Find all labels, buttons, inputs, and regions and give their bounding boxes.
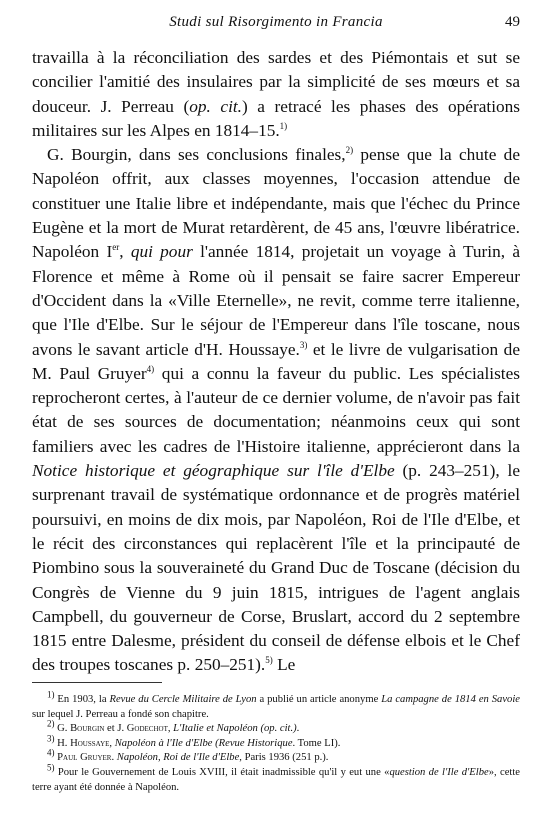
paragraph-2 [32,143,520,678]
footnote-number: 5) [47,762,55,773]
text-run: sur lequel J. Perreau a fondé son chapitre. [32,708,209,720]
author-name: Paul Gruyer [57,752,112,764]
footnote-2 [32,718,520,737]
text-run: et le livre de vulgarisation de M. Paul Gruyer [32,339,520,383]
footnote-ref-5: 5) [265,655,273,666]
author-name: H. Houssaye [57,737,110,749]
superscript-er: er [112,242,120,253]
text-run: En 1903, la [54,694,110,705]
footnote-ref-3: 3) [299,339,308,350]
running-header [32,14,520,34]
italic-run: Revue du Cercle Militaire de Lyon [109,694,257,705]
running-title: Studi sul Risorgimento in Francia [169,14,383,30]
italic-run: L'Italie et Napoléon (op. cit.) [173,723,297,735]
italic-run: La campagne de 1814 en Savoie [381,694,520,705]
footnote-number: 2) [47,718,55,729]
text-run: et J. [104,723,127,735]
footnote-5 [32,762,520,795]
text-run: G. Bourgin, dans ses conclusions finales, [47,145,346,165]
text-run: (p. 243–251), le surprenant travail de systématique ordonnance et de progrès matériel poursuivi, en moins de dix mois, par Napoléon, Roi de l'Ile d'Elbe, et le récit des circonstances qui replacèrent l'île et la principauté de Piombino sous la souveraineté du Grand Duc de Toscane (décision du Congrès de Vienne du 9 juin 1815, intrigues de l'agent anglais Campbell, du gouverneur de Corse, Bruslart, accord du 2 septembre 1815 entre Dalesme, président du conseil de défense elbois et le Chef des troupes toscanes p. 250–251). [32,461,520,675]
italic-run: Napoléon à l'Ile d'Elbe (Revue Historique [114,737,293,749]
text-run: . [296,723,300,735]
footnote-ref-4: 4) [146,364,155,375]
text-run: , [119,242,131,262]
author-name: G. Bourgin [57,723,105,735]
author-name: Godechot [126,723,168,735]
text-run: travailla à la réconciliation des sardes et des Piémontais et sut se concilier l'amitié des insulaires par la simplicité de ses mœurs et sa douceur. J. Perreau ( [32,48,520,116]
text-run: , [167,723,174,735]
footnotes [32,689,520,795]
text-run: ) a retracé les phases des opérations militaires sur les Alpes en 1814–15. [32,96,520,140]
main-text [32,46,520,678]
text-run: Le [272,655,296,675]
italic-run: question de l'Ile d'Elbe [389,766,489,778]
italic-run: op. cit. [189,96,242,116]
text-run: qui a connu la faveur du public. Les spécialistes reprocheront certes, à l'auteur de ce dernier volume, de n'avoir pas fait état de ses sources de documentation; néanmoins ceux qui sont familiers avec les cadres de l'Histoire italienne, apprécieront dans la [32,363,521,456]
text-run: , Paris 1936 (251 p.). [239,752,329,764]
text-run: », cette terre ayant été donnée à Napoléon. [32,766,520,793]
text-run: pense que la chute de Napoléon offrit, aux classes moyennes, l'occasion attendue de constituer une Italie libre et indépendante, mais que l'échec du Prince Eugène et la mort de Murat retardèrent, de 45 ans, l'œuvre libératrice. Napoléon I [32,145,520,262]
text-run: Pour le Gouvernement de Louis XVIII, il était inadmissible qu'il y eut une « [54,766,390,778]
footnote-number: 4) [47,747,55,758]
text-run: , [109,737,115,749]
text-run: . [111,752,117,764]
page-number: 49 [505,14,520,30]
text-run: l'année 1814, projetait un voyage à Turin, à Florence et même à Rome où il pensait se faire sacrer Empereur d'Occident dans la «Ville Eternelle», ne revit, comme terre italienne, que l'Ile d'Elbe. Sur le séjour de l'Empereur dans l'île toscane, nous avons le savant article d'H. Houssaye. [32,242,520,359]
text-run: . Tome LI). [292,737,341,749]
footnote-3 [32,733,520,752]
text-run: a publié un article anonyme [256,694,382,705]
footnote-1 [32,689,520,722]
italic-run: qui pour [130,242,193,262]
footnote-number: 1) [47,689,55,700]
italic-run: Napoléon, Roi de l'Ile d'Elbe [116,752,240,764]
paragraph-1 [32,46,520,143]
footnote-4 [32,747,520,766]
footnote-number: 3) [47,733,55,744]
footnote-divider [32,682,162,683]
footnote-ref-2: 2) [345,145,354,156]
italic-run: Notice historique et géographique sur l'île d'Elbe [32,461,395,481]
footnote-ref-1: 1) [279,121,288,132]
